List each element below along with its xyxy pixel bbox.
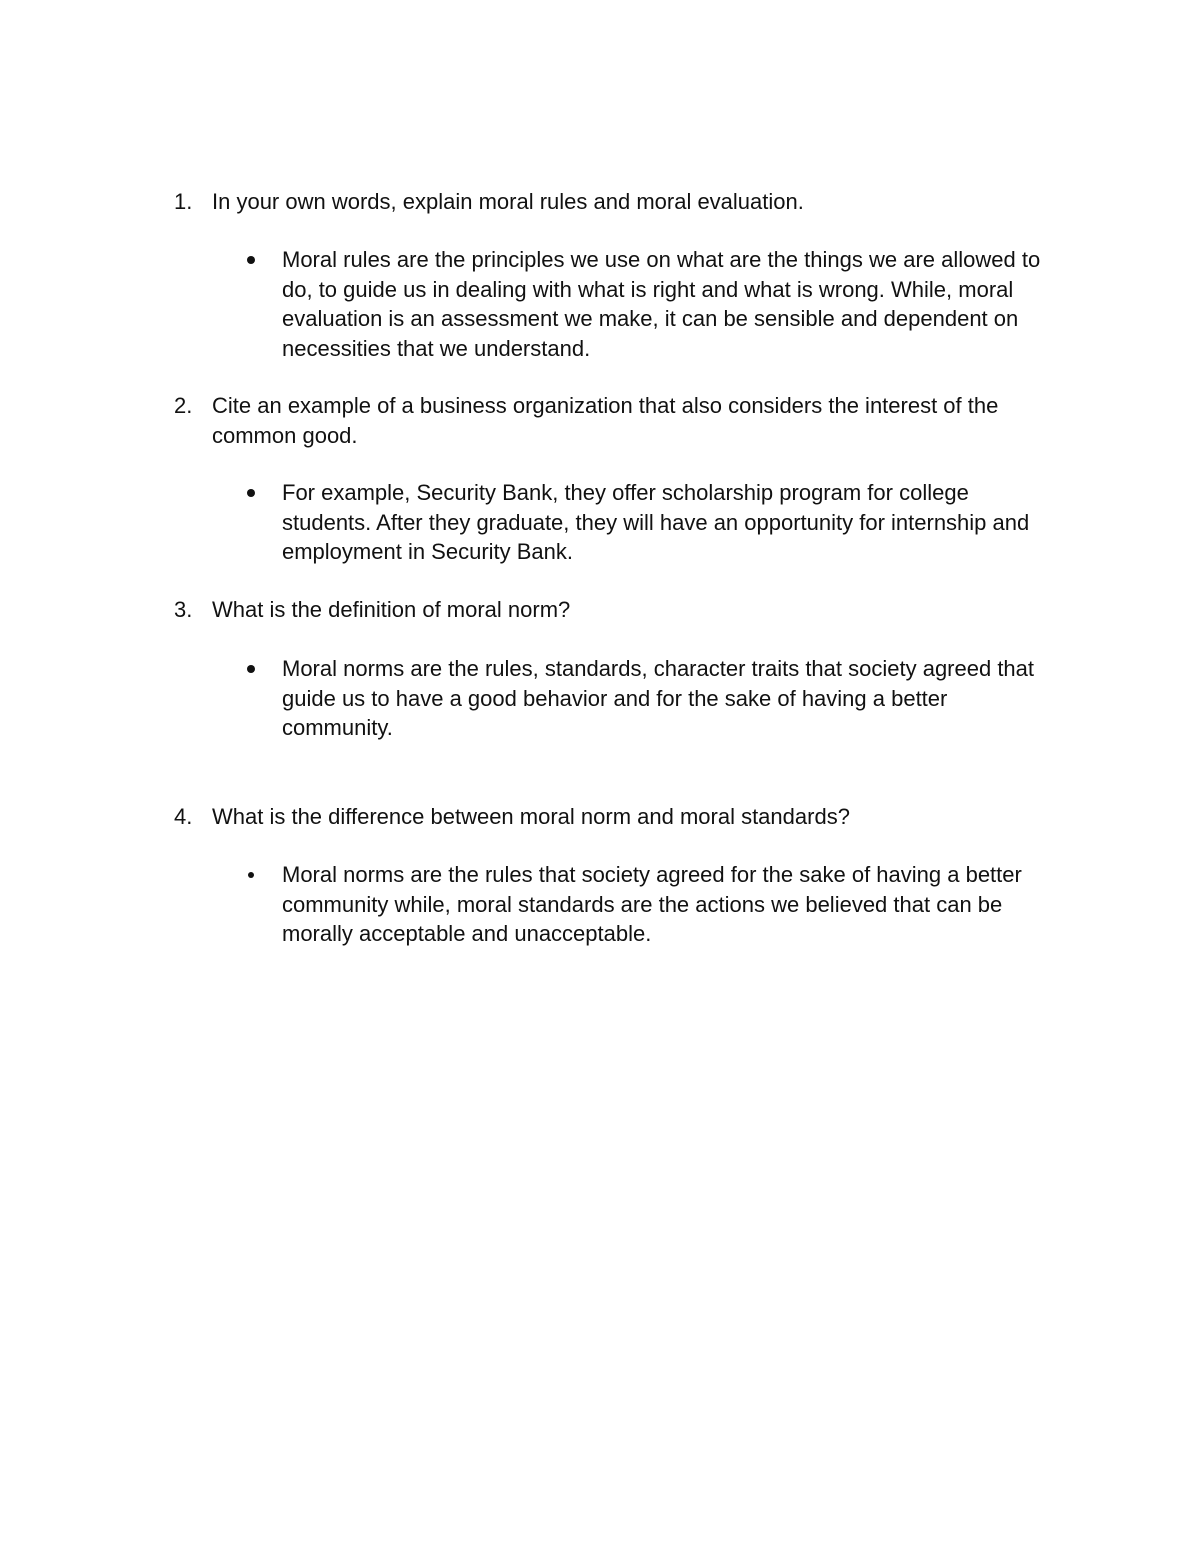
answer-text: For example, Security Bank, they offer scholarship program for college students. After they graduate, they will have an opportunity for internship and employment in Security Bank. <box>282 480 1030 564</box>
question-number: 1. <box>174 189 193 214</box>
bullet-icon <box>248 872 254 878</box>
question-text: In your own words, explain moral rules and moral evaluation. <box>212 189 804 214</box>
answer-text: Moral norms are the rules, standards, character traits that society agreed that guide us to have a good behavior and for the sake of having a better community. <box>282 656 1035 740</box>
answer-text: Moral norms are the rules that society agreed for the sake of having a better community while, moral standards are the actions we believed that can be morally acceptable and unacceptable. <box>282 862 1022 946</box>
question-text: What is the difference between moral norm and moral standards? <box>212 804 850 829</box>
bullet-icon <box>247 665 255 673</box>
answer-text: Moral rules are the principles we use on what are the things we are allowed to do, to guide us in dealing with what is right and what is wrong. While, moral evaluation is an assessment we make, it can be sensible and dependent on necessities that we understand. <box>282 247 1041 361</box>
question-number: 4. <box>174 804 193 829</box>
question-text: Cite an example of a business organization that also considers the interest of the common good. <box>212 393 999 448</box>
question-number: 3. <box>174 597 193 622</box>
bullet-icon <box>247 489 255 497</box>
question-number: 2. <box>174 393 193 418</box>
question-text: What is the definition of moral norm? <box>212 597 571 622</box>
bullet-icon <box>247 256 255 264</box>
